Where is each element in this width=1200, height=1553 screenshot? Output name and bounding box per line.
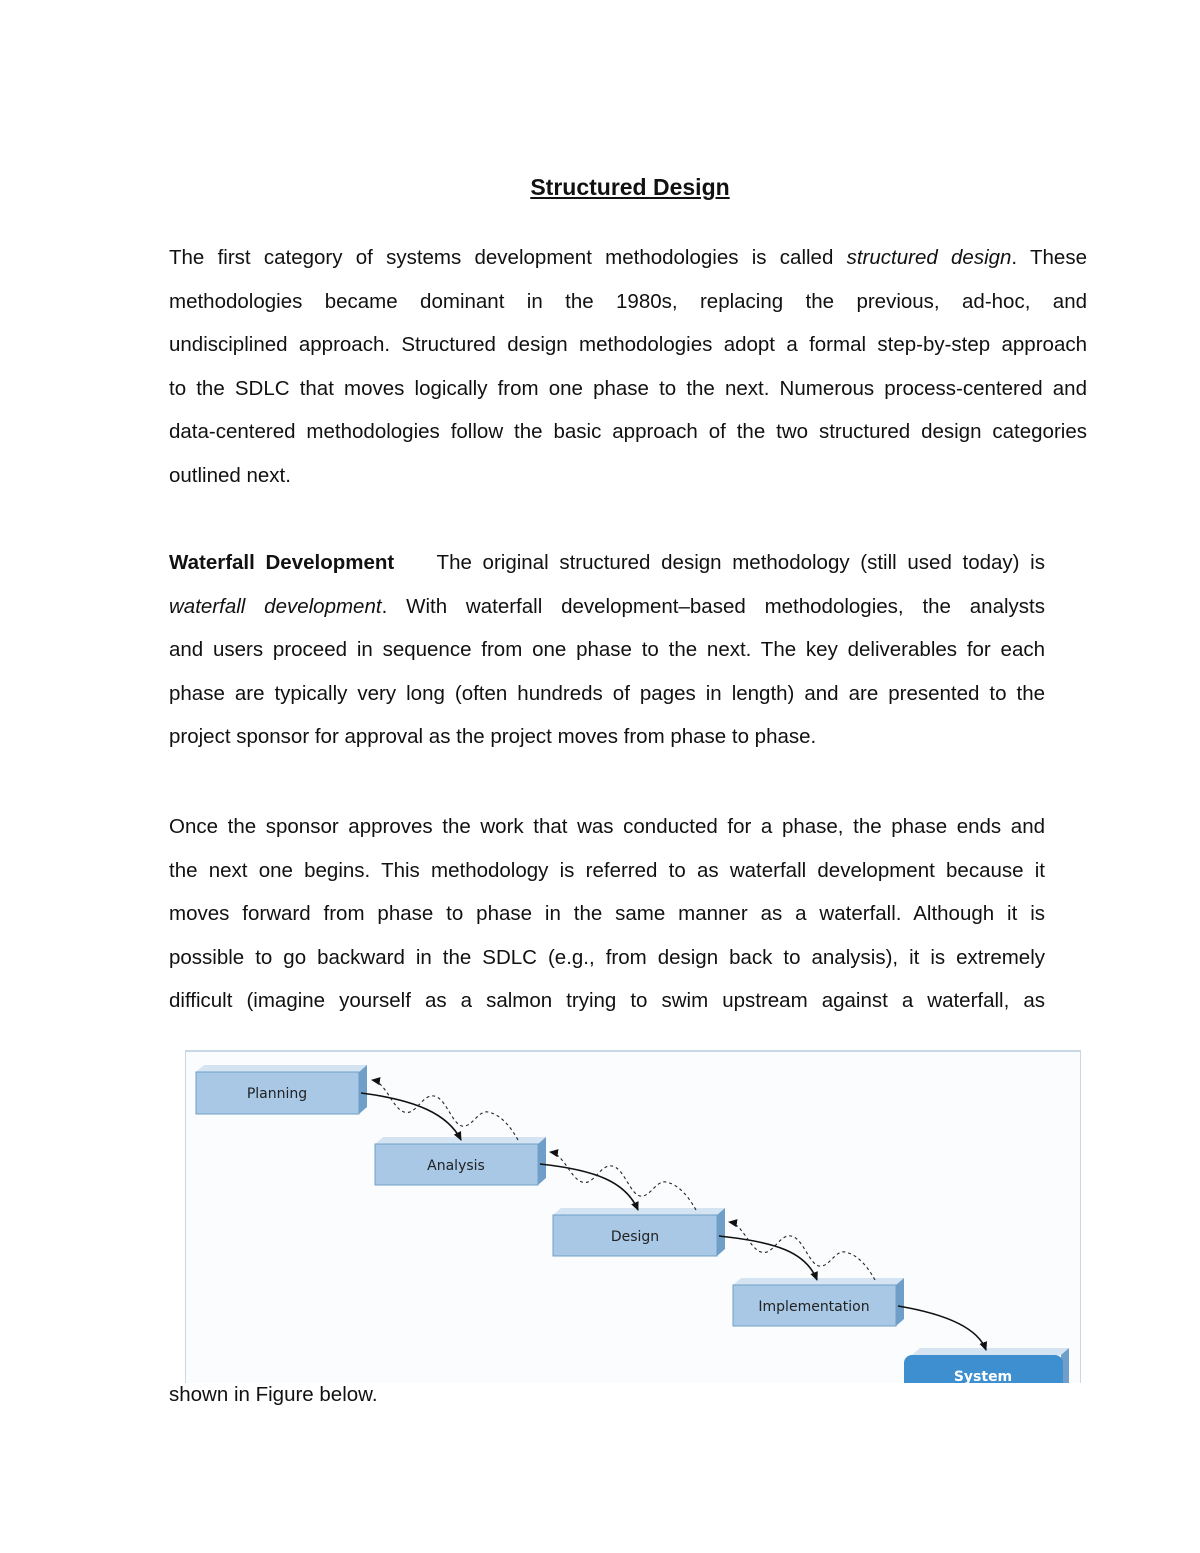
phase-label: Planning bbox=[246, 1086, 308, 1102]
text-line: and users proceed in sequence from one phase to the next. The key deliverables for each bbox=[169, 638, 1045, 662]
text-line: project sponsor for approval as the project moves from phase to phase. bbox=[169, 725, 817, 749]
text-line: The first category of systems development methodologies is called structured design. These bbox=[169, 246, 1087, 269]
text-line: moves forward from phase to phase in the same manner as a waterfall. Although it is bbox=[169, 902, 1045, 926]
text-line: methodologies became dominant in the 1980s, replacing the previous, ad-hoc, and bbox=[169, 289, 1087, 313]
page-title: Structured Design bbox=[530, 174, 730, 200]
phase-label: Design bbox=[610, 1229, 660, 1245]
backward-arrow bbox=[550, 1152, 696, 1210]
waterfall-figure bbox=[185, 1050, 1081, 1383]
phase-system bbox=[904, 1348, 1069, 1383]
phase-analysis bbox=[375, 1137, 546, 1185]
text-line: to the SDLC that moves logically from one phase to the next. Numerous process-centered and bbox=[169, 376, 1087, 400]
forward-arrow bbox=[898, 1306, 986, 1350]
phase-design bbox=[553, 1208, 725, 1256]
text-line: data-centered methodologies follow the basic approach of the two structured design categories bbox=[169, 420, 1087, 444]
phase-implementation bbox=[733, 1278, 904, 1326]
text-line: possible to go backward in the SDLC (e.g., from design back to analysis), it is extremely bbox=[169, 945, 1045, 969]
text-line: Waterfall Development The original structured design methodology (still used today) is bbox=[169, 551, 1045, 574]
phase-label: Analysis bbox=[427, 1158, 485, 1174]
backward-arrow bbox=[372, 1080, 518, 1140]
forward-arrow bbox=[361, 1093, 461, 1140]
phase-planning bbox=[196, 1065, 367, 1114]
text-line: Once the sponsor approves the work that was conducted for a phase, the phase ends and bbox=[169, 815, 1045, 838]
text-line: difficult (imagine yourself as a salmon trying to swim upstream against a waterfall, as bbox=[169, 989, 1045, 1013]
text-line: outlined next. bbox=[169, 463, 291, 487]
section-lead: Waterfall Development bbox=[169, 551, 395, 574]
figure-caption: shown in Figure below. bbox=[169, 1383, 378, 1406]
backward-arrow bbox=[729, 1222, 875, 1280]
text-line: phase are typically very long (often hundreds of pages in length) and are presented to the bbox=[169, 681, 1045, 705]
forward-arrow bbox=[540, 1164, 638, 1210]
phase-label: System bbox=[953, 1369, 1013, 1383]
phase-label: Implementation bbox=[758, 1299, 870, 1315]
text-line: the next one begins. This methodology is referred to as waterfall development because it bbox=[169, 858, 1045, 882]
forward-arrow bbox=[719, 1236, 817, 1280]
text-line: undisciplined approach. Structured design methodologies adopt a formal step-by-step approach bbox=[169, 333, 1087, 357]
paragraph-waterfall bbox=[169, 541, 1045, 759]
waterfall-diagram bbox=[186, 1052, 1080, 1383]
paragraph-intro bbox=[169, 236, 1087, 498]
text-line: waterfall development. With waterfall development–based methodologies, the analysts bbox=[169, 594, 1045, 618]
paragraph-sponsor bbox=[169, 805, 1045, 1023]
